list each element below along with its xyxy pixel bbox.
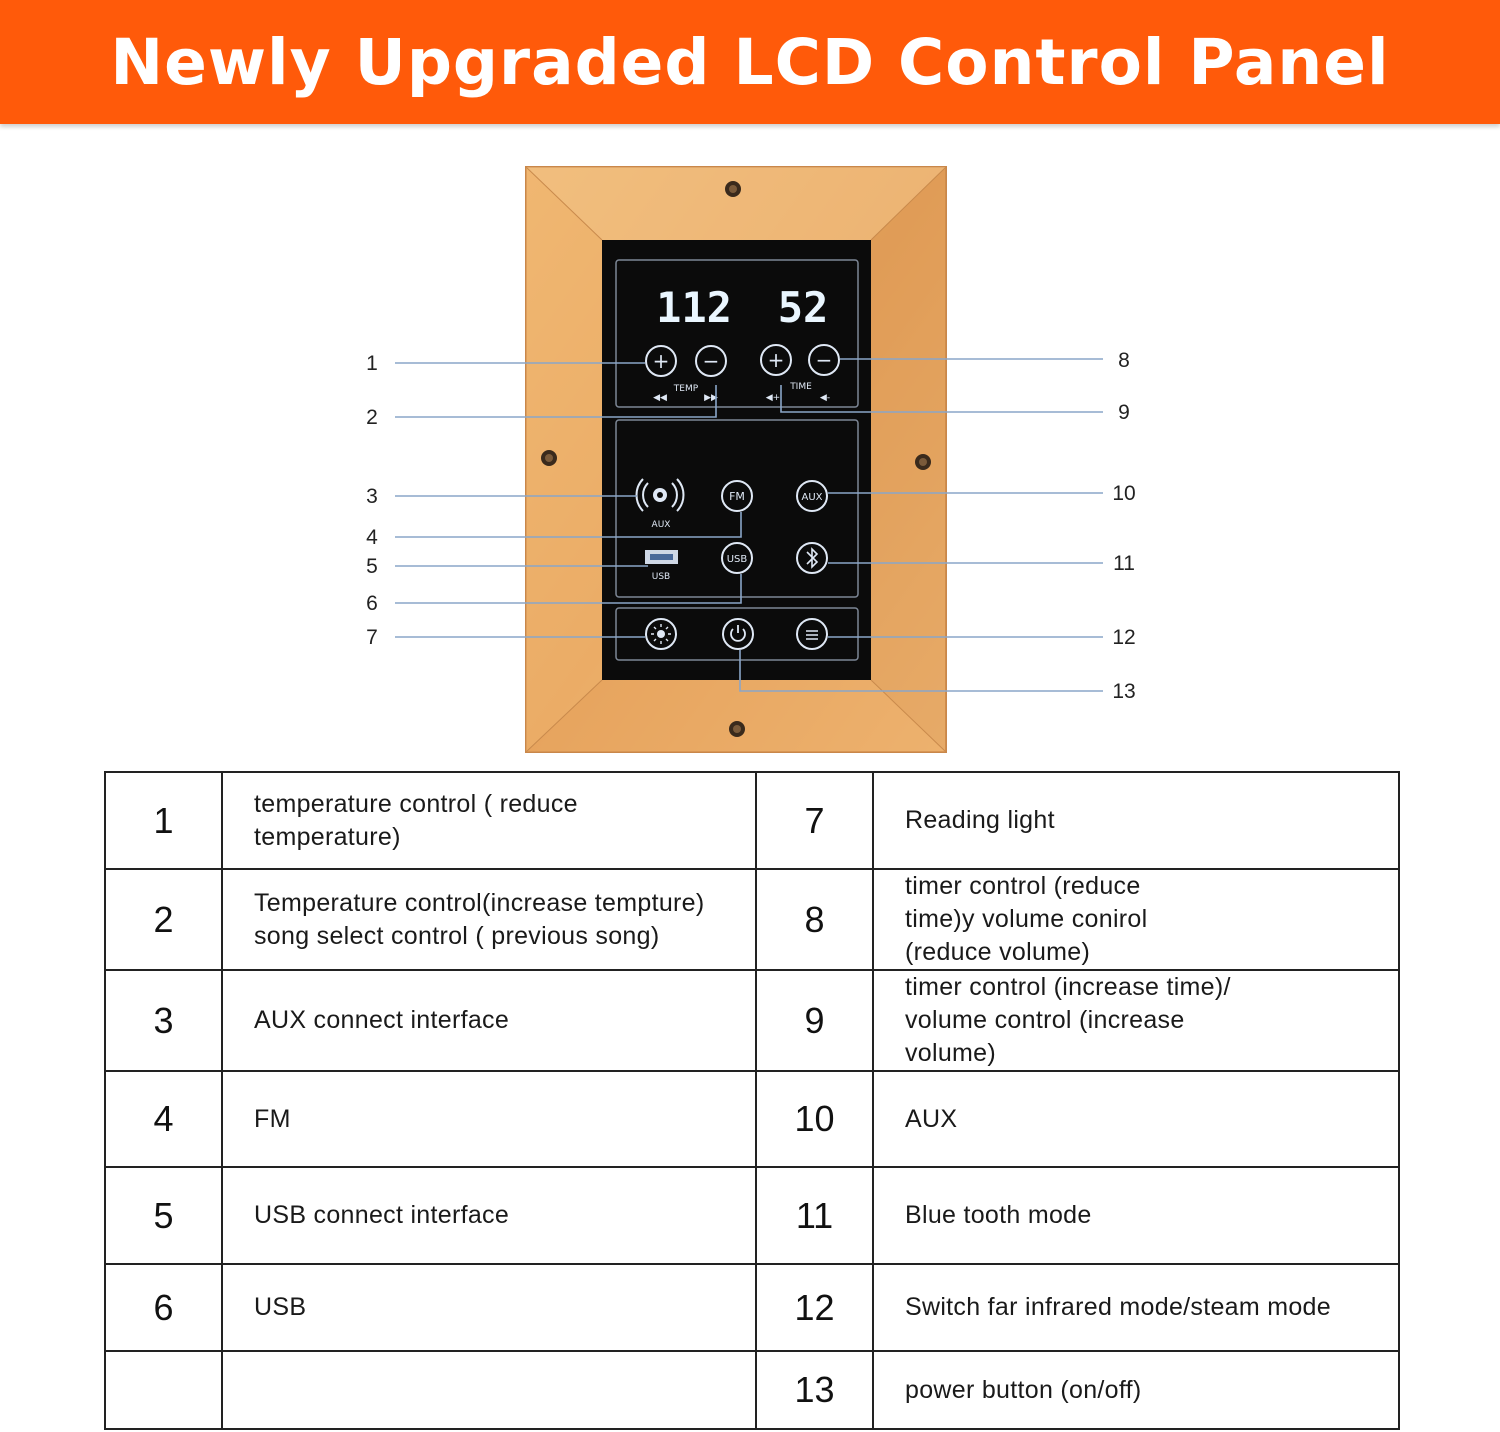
legend-number: 12 — [756, 1264, 873, 1351]
callout-8: 8 — [1118, 349, 1130, 372]
usb-port-icon — [645, 550, 678, 564]
volume-down-icon: ◀- — [819, 393, 831, 403]
page-title: Newly Upgraded LCD Control Panel — [110, 25, 1390, 99]
legend-description: temperature control ( reduce temperature) — [222, 772, 756, 869]
legend-number: 6 — [105, 1264, 222, 1351]
legend-description: AUX connect interface — [222, 970, 756, 1071]
callout-11: 11 — [1113, 552, 1135, 575]
table-row — [105, 1071, 1399, 1167]
screw-icon — [541, 450, 557, 466]
legend-number: 11 — [756, 1167, 873, 1264]
callout-13: 13 — [1112, 680, 1136, 703]
legend-number: 7 — [756, 772, 873, 869]
previous-song-icon: ◀◀ — [653, 393, 667, 403]
screw-icon — [915, 454, 931, 470]
light-icon — [657, 630, 665, 638]
screw-icon — [725, 181, 741, 197]
svg-text:+: + — [652, 349, 670, 373]
screw-icon — [729, 721, 745, 737]
legend-description: timer control (increase time)/ volume control (increase volume) — [873, 970, 1399, 1071]
time-display: 52 — [777, 283, 829, 332]
usb-button-label: USB — [726, 554, 748, 565]
table-row — [105, 869, 1399, 970]
volume-up-icon: ◀+ — [765, 393, 781, 403]
temp-label: TEMP — [673, 384, 699, 394]
legend-description: Temperature control(increase tempture) song select control ( previous song) — [222, 869, 756, 970]
callout-1: 1 — [366, 352, 378, 375]
svg-text:−: − — [815, 348, 833, 372]
callout-3: 3 — [366, 485, 378, 508]
legend-number: 8 — [756, 869, 873, 970]
fm-button-label: FM — [729, 490, 745, 503]
legend-description: timer control (reduce time)y volume conirol (reduce volume) — [873, 869, 1399, 970]
legend-description: USB — [222, 1264, 756, 1351]
svg-text:−: − — [702, 349, 720, 373]
callout-9: 9 — [1118, 401, 1130, 424]
time-label: TIME — [790, 382, 812, 392]
legend-description — [222, 1351, 756, 1429]
svg-text:+: + — [767, 348, 785, 372]
callout-7: 7 — [366, 626, 378, 649]
legend-description: FM — [222, 1071, 756, 1167]
table-row — [105, 1351, 1399, 1429]
temperature-display: 112 — [656, 283, 732, 332]
table-row — [105, 772, 1399, 869]
table-row — [105, 1264, 1399, 1351]
legend-number: 10 — [756, 1071, 873, 1167]
legend-number: 1 — [105, 772, 222, 869]
aux-port-label: AUX — [651, 520, 671, 530]
callout-4: 4 — [366, 526, 378, 549]
legend-description: Blue tooth mode — [873, 1167, 1399, 1264]
legend-number: 13 — [756, 1351, 873, 1429]
legend-number — [105, 1351, 222, 1429]
callout-2: 2 — [366, 406, 378, 429]
lcd-screen — [602, 240, 871, 680]
table-row — [105, 970, 1399, 1071]
legend-description: AUX — [873, 1071, 1399, 1167]
aux-button-label: AUX — [801, 492, 823, 503]
legend-description: power button (on/off) — [873, 1351, 1399, 1429]
table-row — [105, 1167, 1399, 1264]
usb-port-label: USB — [651, 572, 671, 582]
callout-12: 12 — [1112, 626, 1136, 649]
callout-5: 5 — [366, 555, 378, 578]
legend-number: 4 — [105, 1071, 222, 1167]
next-song-icon: ▶▶ — [704, 393, 718, 403]
callout-10: 10 — [1112, 482, 1136, 505]
legend-number: 9 — [756, 970, 873, 1071]
legend-description: Switch far infrared mode/steam mode — [873, 1264, 1399, 1351]
legend-number: 3 — [105, 970, 222, 1071]
legend-description: Reading light — [873, 772, 1399, 869]
legend-number: 5 — [105, 1167, 222, 1264]
callout-6: 6 — [366, 592, 378, 615]
legend-description: USB connect interface — [222, 1167, 756, 1264]
legend-table — [104, 771, 1400, 1430]
legend-number: 2 — [105, 869, 222, 970]
